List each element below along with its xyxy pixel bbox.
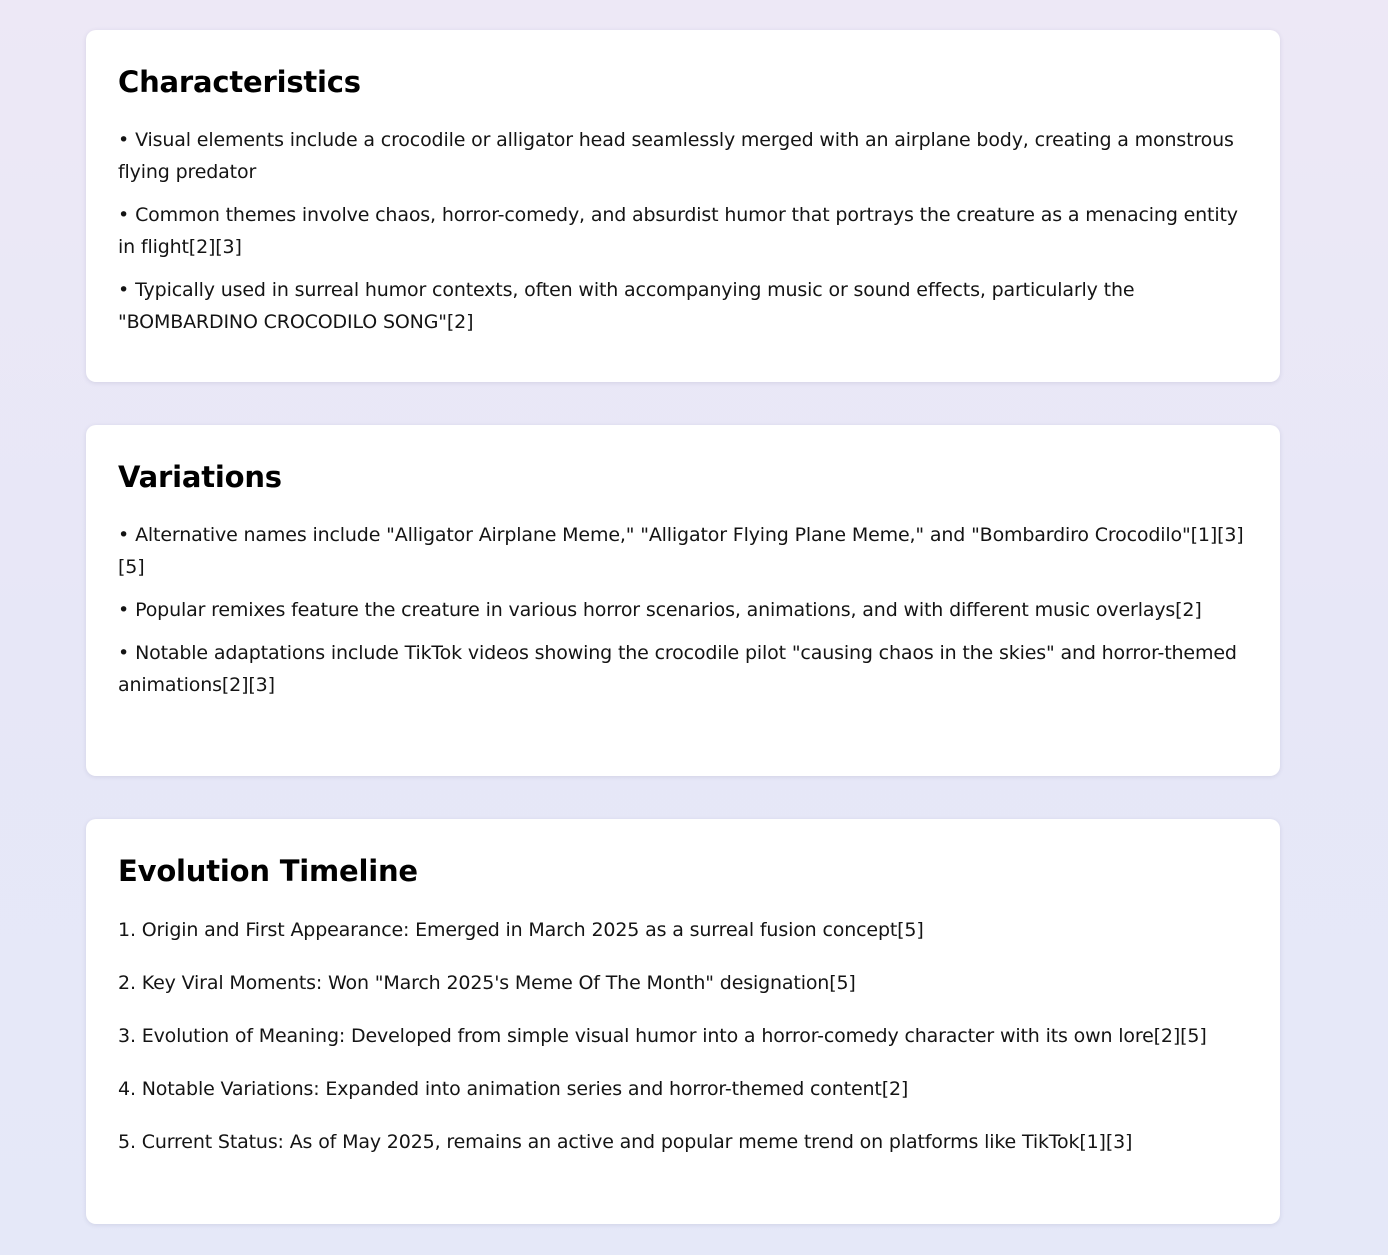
variations-list: [118, 519, 1248, 701]
characteristics-list: [118, 124, 1248, 338]
bullet-icon: •: [118, 524, 130, 546]
list-item-text: Popular remixes feature the creature in various horror scenarios, animations, and with different music overlays[2]: [135, 599, 1202, 621]
timeline-item: 1. Origin and First Appearance: Emerged in March 2025 as a surreal fusion concept[5]: [118, 919, 924, 941]
timeline-item: 4. Notable Variations: Expanded into animation series and horror-themed content[2]: [118, 1078, 909, 1100]
characteristics-card: [86, 30, 1280, 382]
list-item: [118, 124, 1248, 188]
bullet-icon: •: [118, 129, 130, 151]
list-item: [118, 274, 1248, 338]
timeline-list: [118, 914, 1248, 1158]
bullet-icon: •: [118, 599, 130, 621]
timeline-item: 3. Evolution of Meaning: Developed from simple visual humor into a horror-comedy character with its own lore[2][5]: [118, 1025, 1207, 1047]
list-item: [118, 637, 1248, 701]
variations-heading: Variations: [118, 460, 282, 494]
timeline-card: [86, 819, 1280, 1224]
list-item-text: Alternative names include "Alligator Airplane Meme," "Alligator Flying Plane Meme," and "Bombardiro Crocodilo"[1][3][5]: [118, 524, 1244, 578]
bullet-icon: •: [118, 279, 130, 301]
variations-card: [86, 425, 1280, 776]
list-item: [118, 199, 1248, 263]
list-item-text: Typically used in surreal humor contexts, often with accompanying music or sound effects, particularly the "BOMBARDINO CROCODILO SONG"[2]: [118, 279, 1135, 333]
timeline-heading: Evolution Timeline: [118, 854, 418, 888]
list-item-text: Notable adaptations include TikTok videos showing the crocodile pilot "causing chaos in the skies" and horror-themed animations[2][3]: [118, 642, 1237, 696]
bullet-icon: •: [118, 642, 130, 664]
list-item-text: Common themes involve chaos, horror-comedy, and absurdist humor that portrays the creature as a menacing entity in flight[2][3]: [118, 204, 1238, 258]
list-item: [118, 594, 1248, 626]
characteristics-heading: Characteristics: [118, 65, 361, 99]
timeline-item: 2. Key Viral Moments: Won "March 2025's Meme Of The Month" designation[5]: [118, 972, 856, 994]
list-item: [118, 519, 1248, 583]
list-item-text: Visual elements include a crocodile or alligator head seamlessly merged with an airplane body, creating a monstrous flying predator: [118, 129, 1234, 183]
bullet-icon: •: [118, 204, 130, 226]
timeline-item: 5. Current Status: As of May 2025, remains an active and popular meme trend on platforms like TikTok[1][3]: [118, 1131, 1133, 1153]
